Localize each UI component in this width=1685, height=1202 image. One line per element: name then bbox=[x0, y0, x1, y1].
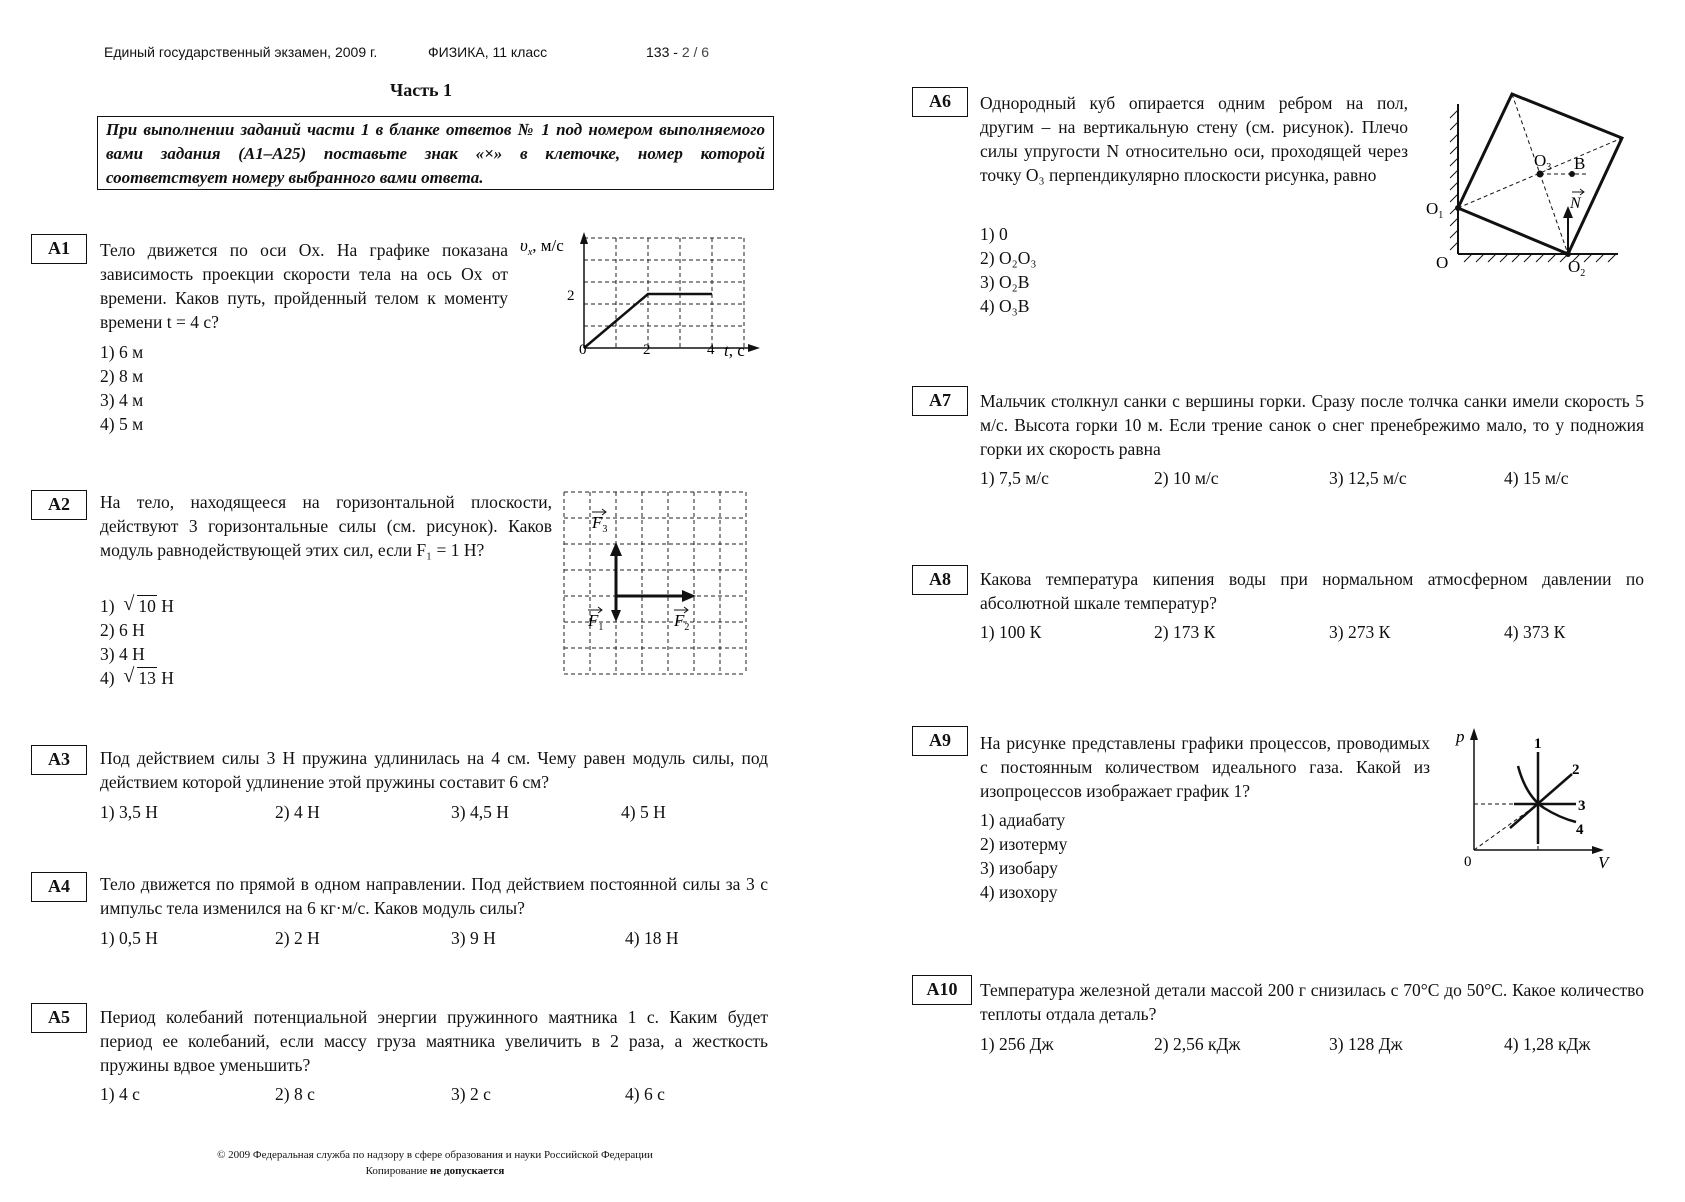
question-label-a6: А6 bbox=[912, 87, 968, 117]
a2-label-f1: $F_1$ bbox=[588, 611, 604, 633]
a2-f1-arrowhead bbox=[611, 610, 621, 622]
a6-label-o: O bbox=[1436, 253, 1449, 272]
question-text-a2: На тело, находящееся на горизонтальной плоскости, действуют 3 горизонтальные силы (см. рисунок). Каков модуль равнодействующей этих сил, если F₁ = 1 Н? bbox=[100, 492, 552, 560]
question-label-a9: А9 bbox=[912, 726, 968, 756]
question-text-a9: На рисунке представлены графики процессов, проводимых с постоянным количеством идеального газа. Какой из изопроцессов изображает график 1? bbox=[980, 733, 1430, 801]
option-a10-2[interactable]: 2) 2,56 кДж bbox=[1154, 1034, 1241, 1054]
options-a8 bbox=[980, 620, 1565, 644]
option-a2-1[interactable]: 1) √ 10 Н bbox=[100, 594, 174, 618]
a9-p-arrow bbox=[1470, 728, 1478, 740]
a6-cube-figure bbox=[1422, 88, 1640, 284]
option-a1-1[interactable]: 1) 6 м bbox=[100, 342, 144, 362]
a9-label-3: 3 bbox=[1578, 798, 1586, 814]
a2-opt4-radicand: 13 bbox=[138, 668, 156, 688]
option-a5-3[interactable]: 3) 2 с bbox=[451, 1084, 491, 1104]
option-a7-1[interactable]: 1) 7,5 м/с bbox=[980, 468, 1049, 488]
a6-point-o3 bbox=[1537, 171, 1544, 178]
a2-forces-figure bbox=[560, 488, 756, 680]
option-a2-3[interactable]: 3) 4 Н bbox=[100, 644, 145, 664]
question-text-a6: Однородный куб опирается одним ребром на пол, другим – на вертикальную стену (см. рисунок). Плечо силы упругости N относительно оси, проходящей через точку O₃ перпендикулярно плоскости рисунка, равно bbox=[980, 93, 1408, 185]
option-a10-1[interactable]: 1) 256 Дж bbox=[980, 1034, 1054, 1054]
options-a2 bbox=[100, 594, 174, 690]
options-a10 bbox=[980, 1032, 1590, 1056]
option-a4-1[interactable]: 1) 0,5 Н bbox=[100, 928, 158, 948]
question-text-a5: Период колебаний потенциальной энергии пружинного маятника 1 с. Каким будет период ее колебаний, если массу груза маятника увеличить в 2 раза, а жесткость пружины вдвое уменьшить? bbox=[100, 1007, 768, 1075]
option-a9-2[interactable]: 2) изотерму bbox=[980, 834, 1068, 854]
a9-label-1: 1 bbox=[1534, 736, 1542, 752]
option-a7-4[interactable]: 4) 15 м/с bbox=[1504, 468, 1569, 488]
header-exam: Единый государственный экзамен, 2009 г. bbox=[104, 44, 378, 60]
a1-x-arrow bbox=[748, 344, 760, 352]
question-label-a10: А10 bbox=[912, 975, 972, 1005]
option-a3-4[interactable]: 4) 5 Н bbox=[621, 802, 666, 822]
option-a3-1[interactable]: 1) 3,5 Н bbox=[100, 802, 158, 822]
a9-label-zero: 0 bbox=[1464, 854, 1472, 870]
options-a7 bbox=[980, 466, 1569, 490]
header-code-text: 133 - bbox=[646, 44, 678, 60]
a1-ylabel: $\upsilon_x$, м/с bbox=[520, 236, 564, 258]
a9-label-p: p bbox=[1456, 727, 1465, 746]
a6-wall-hatch bbox=[1450, 110, 1458, 250]
question-text-a3: Под действием силы 3 Н пружина удлинилась на 4 см. Чему равен модуль силы, под действием которой удлинение этой пружины составит 6 см? bbox=[100, 748, 768, 792]
a9-label-2: 2 bbox=[1572, 762, 1580, 778]
option-a9-1[interactable]: 1) адиабату bbox=[980, 810, 1066, 830]
option-a5-1[interactable]: 1) 4 с bbox=[100, 1084, 140, 1104]
option-a8-4[interactable]: 4) 373 К bbox=[1504, 622, 1566, 642]
question-text-a10: Температура железной детали массой 200 г снизилась с 70°С до 50°С. Какое количество теплоты отдала деталь? bbox=[980, 980, 1644, 1024]
footer-copyright: © 2009 Федеральная служба по надзору в сфере образования и науки Российской Федерации bbox=[217, 1149, 653, 1161]
option-a10-3[interactable]: 3) 128 Дж bbox=[1329, 1034, 1403, 1054]
a9-label-v: V bbox=[1598, 853, 1609, 872]
a2-label-f3: $F_3$ bbox=[592, 513, 608, 535]
option-a6-1[interactable]: 1) 0 bbox=[980, 224, 1008, 244]
question-label-a3: А3 bbox=[31, 745, 87, 775]
footer-copy-notice: Копирование не допускается bbox=[365, 1165, 505, 1177]
header-code bbox=[646, 44, 709, 60]
header-page: 2 / 6 bbox=[681, 44, 710, 60]
options-a3 bbox=[100, 800, 666, 824]
a9-curve-2 bbox=[1510, 774, 1572, 828]
option-a4-3[interactable]: 3) 9 Н bbox=[451, 928, 496, 948]
option-a2-4[interactable]: 4) √ 13 Н bbox=[100, 666, 174, 690]
question-text-a4: Тело движется по прямой в одном направлении. Под действием постоянной силы за 3 с импульс тела изменился на 6 кг·м/с. Каков модуль силы? bbox=[100, 874, 768, 918]
question-text-a1: Тело движется по оси Ox. На графике показана зависимость проекции скорости тела на ось Ox от времени. Каков путь, пройденный телом к моменту времени t = 4 с? bbox=[100, 240, 508, 332]
a6-label-n: N bbox=[1570, 195, 1581, 212]
option-a5-2[interactable]: 2) 8 с bbox=[275, 1084, 315, 1104]
a6-point-o1 bbox=[1455, 205, 1461, 211]
a6-label-o2: $O_2$ bbox=[1568, 257, 1586, 279]
option-a4-2[interactable]: 2) 2 Н bbox=[275, 928, 320, 948]
option-a8-2[interactable]: 2) 173 К bbox=[1154, 622, 1216, 642]
option-a6-2[interactable]: 2) O₂O₃ bbox=[980, 248, 1037, 268]
option-a1-4[interactable]: 4) 5 м bbox=[100, 414, 144, 434]
option-a2-2[interactable]: 2) 6 Н bbox=[100, 620, 145, 640]
question-label-a2: А2 bbox=[31, 490, 87, 520]
a1-tick-x2: 2 bbox=[643, 342, 651, 358]
instruction-box: При выполнении заданий части 1 в бланке ответов № 1 под номером выполняемого вами задания (А1–А25) поставьте знак «×» в клеточке, номер которой соответствует номеру выбранного вами ответа. bbox=[97, 116, 774, 190]
option-a6-4[interactable]: 4) O₃B bbox=[980, 296, 1030, 316]
option-a6-3[interactable]: 3) O₂B bbox=[980, 272, 1030, 292]
option-a1-3[interactable]: 3) 4 м bbox=[100, 390, 144, 410]
option-a4-4[interactable]: 4) 18 Н bbox=[625, 928, 679, 948]
a6-floor-hatch bbox=[1464, 254, 1616, 262]
question-label-a4: А4 bbox=[31, 872, 87, 902]
options-a9 bbox=[980, 808, 1067, 904]
a1-xlabel: t, с bbox=[724, 341, 745, 360]
a6-label-o1: $O_1$ bbox=[1426, 199, 1444, 221]
options-a1 bbox=[100, 340, 143, 436]
header-subject: ФИЗИКА, 11 класс bbox=[428, 44, 548, 60]
option-a5-4[interactable]: 4) 6 с bbox=[625, 1084, 665, 1104]
a1-tick-y2: 2 bbox=[567, 288, 575, 304]
question-label-a8: А8 bbox=[912, 565, 968, 595]
a9-label-4: 4 bbox=[1576, 822, 1584, 838]
question-text-a7: Мальчик столкнул санки с вершины горки. Сразу после толчка санки имели скорость 5 м/с. Высота горки 10 м. Если трение санок о снег пренебрежимо мало, то у подножия горки их скорость равна bbox=[980, 391, 1644, 459]
options-a5 bbox=[100, 1082, 665, 1106]
a1-tick-x4: 4 bbox=[707, 342, 715, 358]
part-title: Часть 1 bbox=[390, 80, 453, 100]
question-label-a1: А1 bbox=[31, 234, 87, 264]
a6-label-b: B bbox=[1574, 154, 1586, 173]
option-a8-1[interactable]: 1) 100 К bbox=[980, 622, 1042, 642]
a6-label-o3: $O_3$ bbox=[1534, 151, 1552, 173]
option-a1-2[interactable]: 2) 8 м bbox=[100, 366, 144, 386]
footer bbox=[130, 1147, 740, 1179]
a2-opt1-radicand: 10 bbox=[138, 596, 156, 616]
option-a8-3[interactable]: 3) 273 К bbox=[1329, 622, 1391, 642]
question-label-a5: А5 bbox=[31, 1003, 87, 1033]
option-a7-3[interactable]: 3) 12,5 м/с bbox=[1329, 468, 1407, 488]
option-a7-2[interactable]: 2) 10 м/с bbox=[1154, 468, 1219, 488]
option-a3-3[interactable]: 3) 4,5 Н bbox=[451, 802, 509, 822]
a2-label-f2: $F_2$ bbox=[674, 611, 690, 633]
option-a9-4[interactable]: 4) изохору bbox=[980, 882, 1058, 902]
option-a3-2[interactable]: 2) 4 Н bbox=[275, 802, 320, 822]
option-a10-4[interactable]: 4) 1,28 кДж bbox=[1504, 1034, 1591, 1054]
options-a4 bbox=[100, 926, 678, 950]
a1-velocity-graph bbox=[520, 232, 760, 368]
a9-pv-graph bbox=[1448, 726, 1618, 874]
question-text-a8: Какова температура кипения воды при нормальном атмосферном давлении по абсолютной шкале температур? bbox=[980, 569, 1644, 613]
question-label-a7: А7 bbox=[912, 386, 968, 416]
option-a9-3[interactable]: 3) изобару bbox=[980, 858, 1058, 878]
options-a6 bbox=[980, 222, 1036, 318]
a1-tick-x0: 0 bbox=[579, 342, 587, 358]
